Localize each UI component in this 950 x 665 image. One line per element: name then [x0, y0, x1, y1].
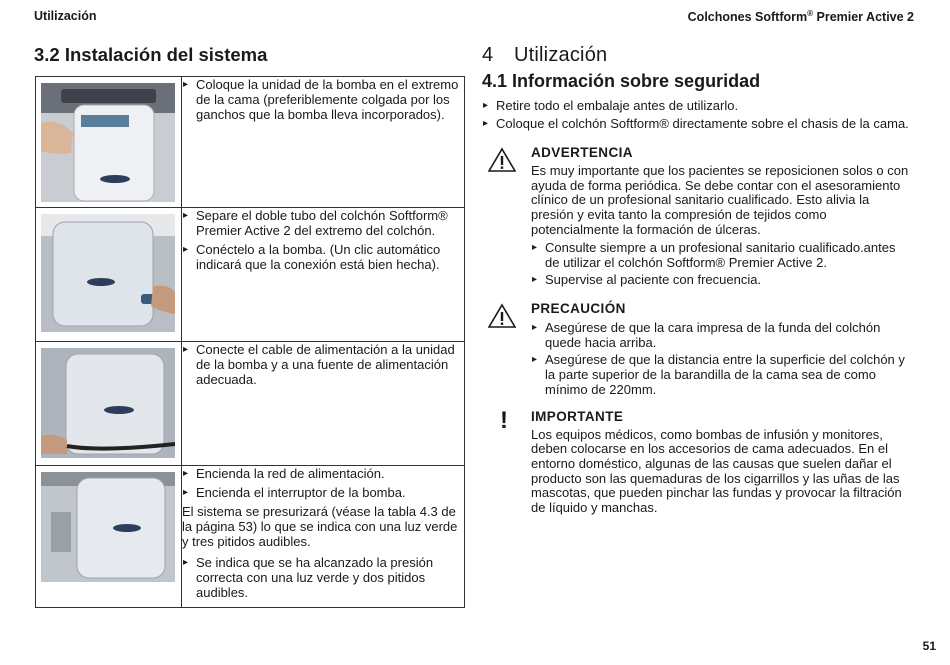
- step-1-bullets: [182, 77, 464, 122]
- important-text: Los equipos médicos, como bombas de infusión y monitores, deben colocarse en los accesorios de cama adecuados. En el entorno doméstico, algunas de las causas que suelen dañar el producto son las quemaduras de los cigarrillos y las uñas de las mascotas, que pueden pinchar las fundas y provocar la filtración de líquido y manchas.: [531, 426, 902, 516]
- step-row: [36, 342, 465, 466]
- step-row: [36, 77, 465, 208]
- running-header-right: [688, 9, 914, 24]
- warning-triangle-icon: [488, 147, 516, 173]
- list-item: ▸ Conecte el cable de alimentación a la unidad de la bomba y a una fuente de alimentación adecuada.: [182, 342, 464, 387]
- list-item: ▸ Asegúrese de que la distancia entre la superficie del colchón y la parte superior de la barandilla de la cama sea de como mínimo de 220mm.: [531, 352, 910, 397]
- list-item: ▸ Separe el doble tubo del colchón Softform® Premier Active 2 del extremo del colchón.: [182, 208, 464, 238]
- step-3-bullets: [182, 342, 464, 387]
- list-item: ▸ Encienda la red de alimentación.: [182, 466, 464, 481]
- chapter-name: Utilización: [514, 44, 608, 66]
- pump-power-cable-photo: [41, 348, 175, 458]
- list-item: ▸ Coloque la unidad de la bomba en el extremo de la cama (preferiblemente colgada por los ganchos que la bomba lleva incorporados).: [182, 77, 464, 122]
- chapter-number: 4: [482, 44, 494, 66]
- caution-title: PRECAUCIÓN: [531, 300, 626, 316]
- step-4-bullets-after: [182, 555, 464, 600]
- list-item: ▸ Encienda el interruptor de la bomba.: [182, 485, 464, 500]
- step-row: [36, 208, 465, 342]
- list-item: ▸ Coloque el colchón Softform® directamente sobre el chasis de la cama.: [482, 116, 910, 131]
- running-header-left: Utilización: [34, 9, 97, 23]
- list-item: ▸ Consulte siempre a un profesional sanitario cualificado.antes de utilizar el colchón Softform® Premier Active 2.: [531, 240, 910, 270]
- important-box: [482, 406, 910, 516]
- step-row: [36, 466, 465, 608]
- list-item: ▸ Conéctelo a la bomba. (Un clic automático indicará que la conexión está bien hecha).: [182, 242, 464, 272]
- list-item: ▸ Retire todo el embalaje antes de utilizarlo.: [482, 98, 910, 113]
- warning-title: ADVERTENCIA: [531, 145, 633, 160]
- safety-bullets: [482, 98, 910, 131]
- caution-bullets: [531, 320, 910, 397]
- header-product: Colchones Softform: [687, 10, 808, 25]
- list-item: ▸ Se indica que se ha alcanzado la presión correcta con una luz verde y dos pitidos audibles.: [182, 555, 464, 600]
- warning-text: Es muy importante que los pacientes se reposicionen solos o con ayuda de forma periódica. Se debe contar con el asesoramiento clínico de un profesional sanitario cualificado. Esto alivia la presión y evita tanto la compresión de tejidos como potencialmente la formación de úlceras.: [531, 163, 909, 237]
- section-title-safety: 4.1 Información sobre seguridad: [482, 71, 761, 91]
- step-4-paragraph: El sistema se presurizará (véase la tabla 4.3 de la página 53) lo que se indica con una luz verde y tres pitidos audibles.: [182, 504, 458, 549]
- step-2-bullets: [182, 208, 464, 272]
- caution-triangle-icon: [488, 303, 516, 329]
- exclamation-icon: !: [500, 406, 508, 434]
- pump-switch-on-photo: [41, 472, 175, 582]
- chapter-title: [482, 44, 910, 67]
- header-registered-mark: ®: [807, 9, 814, 18]
- installation-steps-table: [35, 76, 465, 608]
- warning-bullets: [531, 240, 910, 287]
- list-item: ▸ Supervise al paciente con frecuencia.: [531, 272, 910, 287]
- pump-tube-photo: [41, 214, 175, 332]
- step-4-bullets: [182, 466, 464, 500]
- warning-box: [482, 145, 910, 287]
- pump-hanging-photo: [41, 83, 175, 202]
- caution-box: [482, 301, 910, 397]
- header-product-tail: Premier Active 2: [813, 10, 914, 25]
- page-number: 51: [922, 639, 936, 653]
- safety-column: [482, 44, 910, 518]
- list-item: ▸ Asegúrese de que la cara impresa de la funda del colchón quede hacia arriba.: [531, 320, 910, 350]
- section-title-installation: 3.2 Instalación del sistema: [34, 44, 268, 65]
- important-title: IMPORTANTE: [531, 408, 624, 424]
